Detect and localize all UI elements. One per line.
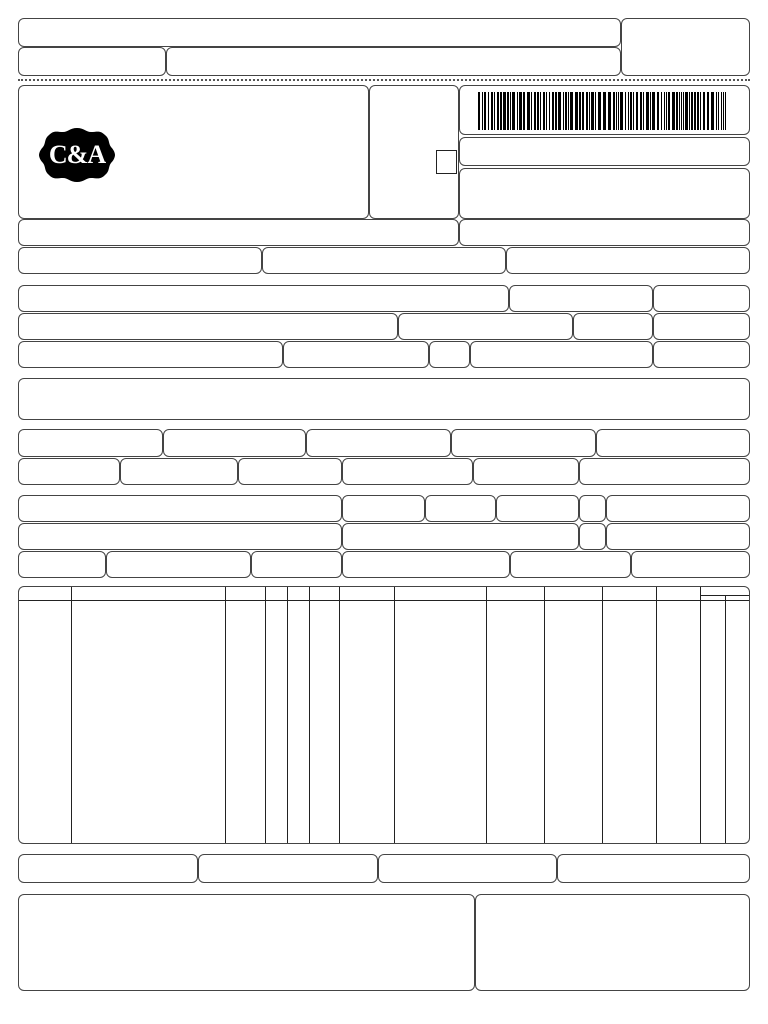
receipt-date-field — [18, 47, 166, 76]
barcode-bar — [482, 92, 483, 130]
barcode-bar — [507, 92, 509, 130]
barcode-bar — [681, 92, 682, 130]
barcode-bar — [570, 92, 573, 130]
barcode-bar — [661, 92, 662, 130]
col-divider — [602, 587, 603, 843]
invoice-duplicates-block — [18, 378, 750, 420]
barcode-bar — [657, 92, 659, 130]
receipt-number-box — [621, 18, 750, 76]
barcode-bar — [718, 92, 719, 130]
carrier-name-field — [18, 495, 342, 522]
carrier-uf-field — [579, 523, 606, 550]
issue-date-field — [653, 285, 750, 312]
col-divider — [700, 587, 701, 843]
species-field — [106, 551, 251, 578]
col-divider — [265, 587, 266, 843]
receipt-received-field — [18, 18, 621, 47]
barcode-bar — [679, 92, 680, 130]
barcode-bar — [537, 92, 539, 130]
barcode-bar — [666, 92, 667, 130]
freight-value-field — [18, 458, 120, 485]
col-divider — [309, 587, 310, 843]
nature-operation-field — [18, 219, 459, 246]
barcode-bar — [652, 92, 655, 130]
icms-value-field — [163, 429, 306, 457]
carrier-ie-field — [606, 523, 750, 550]
barcode-bar — [697, 92, 699, 130]
col-divider — [486, 587, 487, 843]
additional-info-field — [18, 894, 475, 991]
barcode-bar — [721, 92, 722, 130]
barcode-bar — [676, 92, 678, 130]
municipal-registration-field — [18, 854, 198, 883]
barcode-bar — [620, 92, 623, 130]
vehicle-uf-field — [579, 495, 606, 522]
col-divider — [287, 587, 288, 843]
brand-logo-text: C&A — [48, 140, 106, 169]
barcode-bar — [716, 92, 717, 130]
issqn-value-field — [557, 854, 750, 883]
issqn-base-field — [378, 854, 557, 883]
barcode-bar — [598, 92, 601, 130]
recipient-name-field — [18, 285, 509, 312]
barcode-bar — [497, 92, 499, 130]
recipient-address-field — [18, 313, 398, 340]
barcode-bar — [707, 92, 709, 130]
services-total-field — [198, 854, 378, 883]
protocol-field — [459, 219, 750, 246]
freight-payer-field — [342, 495, 425, 522]
gross-weight-field — [510, 551, 631, 578]
barcode-bar — [636, 92, 638, 130]
barcode-bar — [723, 92, 724, 130]
vehicle-plate-field — [496, 495, 579, 522]
query-info-field — [459, 168, 750, 219]
barcode-bar — [575, 92, 578, 130]
exit-time-field — [653, 341, 750, 368]
barcode-bar — [523, 92, 525, 130]
barcode-bar — [494, 92, 495, 130]
barcode-bar — [689, 92, 690, 130]
barcode-bar — [595, 92, 596, 130]
barcode-bar — [683, 92, 684, 130]
barcode-bar — [725, 92, 726, 130]
discount-field — [238, 458, 342, 485]
barcode-bar — [568, 92, 569, 130]
carrier-city-field — [342, 523, 579, 550]
barcode-bar — [563, 92, 564, 130]
barcode-bar — [711, 92, 714, 130]
barcode-bar — [546, 92, 547, 130]
barcode-bar — [478, 92, 480, 130]
barcode-bar — [540, 92, 541, 130]
exit-date-field — [653, 313, 750, 340]
insurance-value-field — [120, 458, 238, 485]
barcode-bar — [608, 92, 611, 130]
entry-exit-checkbox[interactable] — [436, 150, 457, 174]
barcode-bar — [694, 92, 696, 130]
barcode-bar — [589, 92, 590, 130]
barcode-bar — [628, 92, 629, 130]
barcode-bar — [582, 92, 584, 130]
barcode-bar — [484, 92, 486, 130]
receipt-signature-field — [166, 47, 621, 76]
recipient-district-field — [398, 313, 573, 340]
col-divider — [656, 587, 657, 843]
barcode-bar — [491, 92, 493, 130]
barcode-bar — [527, 92, 530, 130]
col-divider — [339, 587, 340, 843]
col-divider — [225, 587, 226, 843]
barcode-bar — [591, 92, 594, 130]
barcode-bar — [668, 92, 670, 130]
icms-st-base-field — [306, 429, 451, 457]
barcode-bar — [586, 92, 588, 130]
barcode-bar — [685, 92, 688, 130]
state-registration-subst-field — [262, 247, 506, 274]
recipient-phone-field — [283, 341, 429, 368]
net-weight-field — [631, 551, 750, 578]
other-expenses-field — [342, 458, 473, 485]
quantity-field — [18, 551, 106, 578]
recipient-cnpj-field — [509, 285, 653, 312]
barcode-bar — [672, 92, 675, 130]
barcode-bar — [543, 92, 545, 130]
recipient-uf-field — [429, 341, 470, 368]
barcode-bar — [646, 92, 649, 130]
barcode-bar — [503, 92, 506, 130]
barcode-bar — [618, 92, 619, 130]
col-divider — [394, 587, 395, 843]
brand-field — [251, 551, 342, 578]
barcode-bar — [664, 92, 665, 130]
barcode-bar — [555, 92, 557, 130]
barcode — [478, 92, 730, 130]
icms-base-field — [18, 429, 163, 457]
products-total-field — [596, 429, 750, 457]
barcode-bar — [500, 92, 502, 130]
numbering-field — [342, 551, 510, 578]
table-header-line — [19, 600, 749, 601]
barcode-bar — [549, 92, 550, 130]
recipient-ie-field — [470, 341, 653, 368]
barcode-bar — [691, 92, 693, 130]
barcode-bar — [650, 92, 651, 130]
barcode-bar — [531, 92, 532, 130]
carrier-address-field — [18, 523, 342, 550]
barcode-bar — [625, 92, 626, 130]
barcode-bar — [512, 92, 515, 130]
barcode-bar — [558, 92, 561, 130]
fisco-reserved-field — [475, 894, 750, 991]
access-key-field — [459, 137, 750, 166]
barcode-bar — [517, 92, 518, 130]
barcode-bar — [640, 92, 642, 130]
barcode-bar — [552, 92, 554, 130]
barcode-bar — [616, 92, 617, 130]
ipi-value-field — [473, 458, 579, 485]
barcode-bar — [519, 92, 522, 130]
barcode-bar — [534, 92, 536, 130]
invoice-total-field — [579, 458, 750, 485]
icms-st-value-field — [451, 429, 596, 457]
carrier-cnpj-field — [606, 495, 750, 522]
products-table — [18, 586, 750, 844]
cnpj-field — [506, 247, 750, 274]
barcode-bar — [579, 92, 581, 130]
col-divider — [544, 587, 545, 843]
barcode-bar — [603, 92, 606, 130]
col-divider — [725, 595, 726, 843]
barcode-bar — [633, 92, 634, 130]
barcode-bar — [488, 92, 489, 130]
barcode-bar — [510, 92, 511, 130]
col-divider — [71, 587, 72, 843]
barcode-bar — [700, 92, 701, 130]
tear-line — [18, 79, 750, 81]
barcode-bar — [565, 92, 567, 130]
barcode-bar — [630, 92, 632, 130]
state-registration-field — [18, 247, 262, 274]
barcode-bar — [703, 92, 705, 130]
antt-code-field — [425, 495, 496, 522]
barcode-bar — [643, 92, 644, 130]
barcode-bar — [613, 92, 615, 130]
recipient-city-field — [18, 341, 283, 368]
recipient-zip-field — [573, 313, 653, 340]
